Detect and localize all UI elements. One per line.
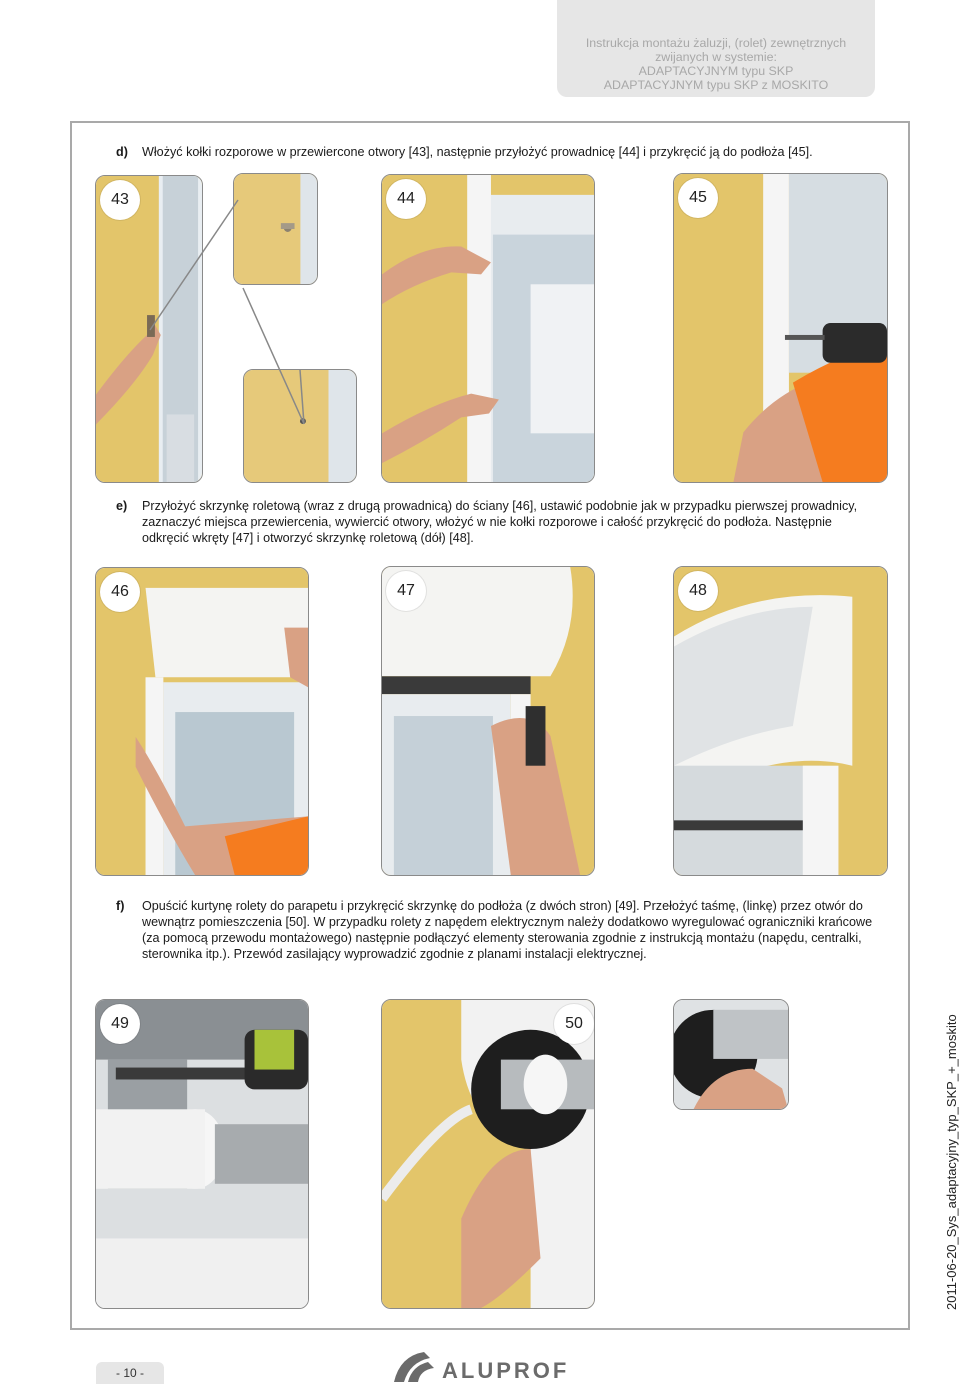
callout-lines	[140, 196, 315, 436]
step-text: Opuścić kurtynę rolety do parapetu i przykręcić skrzynkę do podłoża (z dwóch stron) [49]. Przełożyć taśmę, (linkę) przez otwór do wewnątrz pomieszczenia [50]. W przypadku rolety z napędem elektrycznym należy dodatkowo wyregulować ograniczniki krańcowe (za pomocą przewodu montażowego) następnie podłączyć elementy sterowania zgodnie z instrukcją montażu (napędu, centralki, sterownika itp.). Przewód zasilający wyprowadzić zgodnie z planami instalacji elektrycznej.	[142, 899, 873, 961]
page-number: - 10 -	[96, 1362, 164, 1384]
photo-44	[381, 174, 595, 483]
photo-48	[673, 566, 888, 876]
step-text: Włożyć kołki rozporowe w przewiercone otwory [43], następnie przyłożyć prowadnicę [44] i przykręcić ją do podłoża [45].	[142, 145, 813, 159]
figure-number: 43	[100, 180, 140, 220]
header-line-2: zwijanych w systemie:	[655, 50, 777, 64]
document-id: 2011-06-20_Sys_adaptacyjny_typ_SKP_+_moskito	[944, 1014, 959, 1310]
figure-number: 49	[100, 1004, 140, 1044]
photo-49	[95, 999, 309, 1309]
photo-45	[673, 173, 888, 483]
photo-47	[381, 566, 595, 876]
header-line-3: ADAPTACYJNYM typu SKP	[638, 64, 794, 78]
header-line-1: Instrukcja montażu żaluzji, (rolet) zewnętrznych	[585, 36, 847, 50]
document-header	[557, 0, 875, 97]
step-f	[116, 898, 878, 962]
aluprof-logo-icon	[390, 1348, 438, 1386]
step-d	[116, 144, 896, 160]
photo-50-detail	[673, 999, 789, 1110]
logo-text: ALUPROF	[442, 1358, 570, 1383]
photo-46	[95, 567, 309, 876]
step-text: Przyłożyć skrzynkę roletową (wraz z drugą prowadnicą) do ściany [46], ustawić podobnie jak w przypadku pierwszej prowadnicy, zaznaczyć miejsca przewiercenia, wywiercić otwory, włożyć w nie kołki rozporowe i całość przykręcić do podłoża. Następnie odkręcić wkręty [47] i otworzyć skrzynkę roletową (dół) [48].	[142, 499, 858, 545]
header-line-4: ADAPTACYJNYM typu SKP z MOSKITO	[603, 78, 829, 92]
step-letter: f)	[116, 899, 125, 913]
photo-50	[381, 999, 595, 1309]
step-letter: e)	[116, 499, 128, 513]
figure-number: 48	[678, 571, 718, 611]
figure-number: 50	[554, 1004, 594, 1044]
step-e	[116, 498, 878, 546]
figure-number: 46	[100, 572, 140, 612]
figure-number: 47	[386, 571, 426, 611]
figure-number: 44	[386, 179, 426, 219]
step-letter: d)	[116, 145, 128, 159]
figure-number: 45	[678, 178, 718, 218]
aluprof-logo	[390, 1348, 600, 1386]
